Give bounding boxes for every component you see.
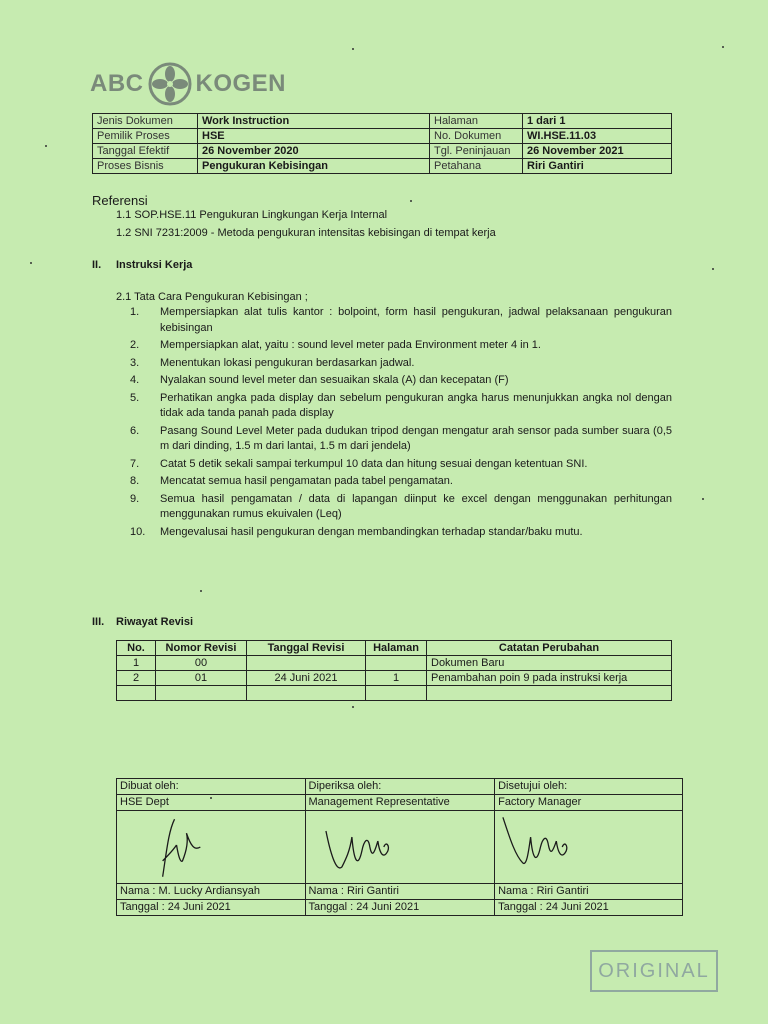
signer-name: Nama : Riri Gantiri — [495, 884, 683, 900]
scan-speck — [352, 48, 354, 50]
handwritten-signature-icon — [117, 811, 305, 883]
handwritten-signature-icon — [495, 811, 682, 883]
signer-name: Nama : Riri Gantiri — [305, 884, 495, 900]
header-label: Tgl. Peninjauan — [430, 144, 523, 159]
step-text: Mempersiapkan alat tulis kantor : bolpoint, form hasil pengukuran, jadwal pelaksanaan pengukuran kebisingan — [160, 306, 672, 334]
scan-speck — [200, 590, 202, 592]
header-row — [93, 129, 672, 144]
table-cell — [156, 686, 247, 701]
header-value: 26 November 2021 — [523, 144, 672, 159]
signature-cell — [117, 811, 306, 884]
step-number: 1. — [130, 306, 140, 318]
list-item — [130, 525, 672, 541]
signature-role: HSE Dept — [117, 795, 306, 811]
list-item — [130, 305, 672, 336]
signer-name: Nama : M. Lucky Ardiansyah — [117, 884, 306, 900]
table-cell: Penambahan poin 9 pada instruksi kerja — [427, 671, 672, 686]
step-number: 6. — [130, 424, 140, 437]
table-cell: 1 — [366, 671, 427, 686]
signature-title: Dibuat oleh: — [117, 779, 306, 795]
step-number: 3. — [130, 356, 140, 369]
header-value: Riri Gantiri — [523, 159, 672, 174]
signature-cell — [305, 811, 495, 884]
header-value: HSE — [198, 129, 430, 144]
referensi-item: 1.2 SNI 7231:2009 - Metoda pengukuran intensitas kebisingan di tempat kerja — [116, 227, 496, 239]
step-number: 2. — [130, 339, 140, 351]
signature-date-row — [117, 900, 683, 916]
step-text: Mempersiapkan alat, yaitu : sound level meter pada Environment meter 4 in 1. — [160, 339, 541, 351]
scan-speck — [45, 145, 47, 147]
table-cell — [427, 686, 672, 701]
column-header: Halaman — [366, 641, 427, 656]
section-number: III. — [92, 616, 105, 628]
header-row — [93, 159, 672, 174]
table-row — [117, 686, 672, 701]
header-label: Jenis Dokumen — [93, 114, 198, 129]
header-value: WI.HSE.11.03 — [523, 129, 672, 144]
header-value: Work Instruction — [198, 114, 430, 129]
step-text: Nyalakan sound level meter dan sesuaikan skala (A) dan kecepatan (F) — [160, 374, 509, 386]
referensi-item: 1.1 SOP.HSE.11 Pengukuran Lingkungan Kerja Internal — [116, 209, 388, 221]
table-cell — [366, 686, 427, 701]
handwritten-signature-icon — [306, 811, 495, 883]
signature-role: Management Representative — [305, 795, 495, 811]
table-row — [117, 656, 672, 671]
signature-name-row — [117, 884, 683, 900]
approval-signature-table — [116, 778, 683, 916]
step-number: 9. — [130, 492, 140, 505]
header-row — [93, 144, 672, 159]
step-number: 4. — [130, 374, 140, 386]
signature-date: Tanggal : 24 Juni 2021 — [117, 900, 306, 916]
signature-title-row — [117, 779, 683, 795]
list-item — [130, 492, 672, 523]
signature-title: Diperiksa oleh: — [305, 779, 495, 795]
referensi-heading: Referensi — [92, 193, 148, 208]
instruksi-heading: Instruksi Kerja — [116, 259, 193, 271]
column-header: No. — [117, 641, 156, 656]
scan-speck — [410, 200, 412, 202]
scan-speck — [702, 498, 704, 500]
column-header: Catatan Perubahan — [427, 641, 672, 656]
table-header-row — [117, 641, 672, 656]
header-label: Petahana — [430, 159, 523, 174]
step-text: Semua hasil pengamatan / data di lapangan diinput ke excel dengan menggunakan perhitungan menggunakan rumus ekuivalen (Leq) — [160, 492, 672, 520]
table-cell — [247, 686, 366, 701]
header-value: 26 November 2020 — [198, 144, 430, 159]
header-value: Pengukuran Kebisingan — [198, 159, 430, 174]
list-item — [130, 373, 672, 389]
list-item — [130, 338, 672, 354]
table-cell — [247, 656, 366, 671]
table-row — [117, 671, 672, 686]
header-label: Halaman — [430, 114, 523, 129]
scan-speck — [712, 268, 714, 270]
header-label: No. Dokumen — [430, 129, 523, 144]
scan-speck — [30, 262, 32, 264]
signature-title: Disetujui oleh: — [495, 779, 683, 795]
table-cell — [117, 686, 156, 701]
signature-role-row — [117, 795, 683, 811]
signature-role: Factory Manager — [495, 795, 683, 811]
document-header-table — [92, 113, 672, 174]
header-label: Tanggal Efektif — [93, 144, 198, 159]
table-cell: 1 — [117, 656, 156, 671]
header-label: Proses Bisnis — [93, 159, 198, 174]
step-text: Perhatikan angka pada display dan sebelum pengukuran angka harus menunjukkan angka nol dengan tidak ada tanda panah pada display — [160, 391, 672, 419]
riwayat-heading: Riwayat Revisi — [116, 616, 194, 628]
logo-mark-icon — [148, 62, 192, 106]
table-cell: 24 Juni 2021 — [247, 671, 366, 686]
step-number: 5. — [130, 391, 140, 404]
list-item — [130, 391, 672, 422]
table-cell: 00 — [156, 656, 247, 671]
table-cell: 01 — [156, 671, 247, 686]
table-cell: 2 — [117, 671, 156, 686]
column-header: Tanggal Revisi — [247, 641, 366, 656]
table-cell: Dokumen Baru — [427, 656, 672, 671]
step-text: Pasang Sound Level Meter pada dudukan tripod dengan mengatur arah sensor pada sumber suara (0,5 m dari dinding, 1.5 m dari lantai, 1.5 m dari jendela) — [160, 424, 672, 452]
header-row — [93, 114, 672, 129]
section-number: II. — [92, 259, 102, 271]
column-header: Nomor Revisi — [156, 641, 247, 656]
step-text: Menentukan lokasi pengukuran berdasarkan jadwal. — [160, 356, 415, 369]
signature-cell — [495, 811, 683, 884]
step-number: 7. — [130, 457, 140, 470]
step-number: 8. — [130, 475, 140, 487]
step-text: Mengevalusai hasil pengukuran dengan membandingkan terhadap standar/baku mutu. — [160, 525, 583, 538]
original-stamp: ORIGINAL — [590, 950, 718, 992]
list-item — [130, 474, 672, 490]
logo-text-right: KOGEN — [195, 70, 287, 97]
table-cell — [366, 656, 427, 671]
scan-speck — [722, 46, 724, 48]
list-item — [130, 424, 672, 455]
instruksi-subheading: 2.1 Tata Cara Pengukuran Kebisingan ; — [116, 291, 308, 303]
step-text: Mencatat semua hasil pengamatan pada tabel pengamatan. — [160, 475, 453, 487]
signature-image-row — [117, 811, 683, 884]
header-label: Pemilik Proses — [93, 129, 198, 144]
signature-date: Tanggal : 24 Juni 2021 — [305, 900, 495, 916]
scan-speck — [352, 706, 354, 708]
list-item — [130, 457, 672, 473]
step-number: 10. — [130, 525, 146, 538]
step-text: Catat 5 detik sekali sampai terkumpul 10 data dan hitung sesuai dengan ketentuan SNI. — [160, 457, 588, 470]
list-item — [130, 356, 672, 372]
instruction-steps — [130, 305, 672, 542]
company-logo — [90, 62, 286, 106]
logo-text-left: ABC — [90, 70, 144, 97]
revision-table — [116, 640, 672, 701]
signature-date: Tanggal : 24 Juni 2021 — [495, 900, 683, 916]
scan-speck — [210, 797, 212, 799]
header-value: 1 dari 1 — [523, 114, 672, 129]
